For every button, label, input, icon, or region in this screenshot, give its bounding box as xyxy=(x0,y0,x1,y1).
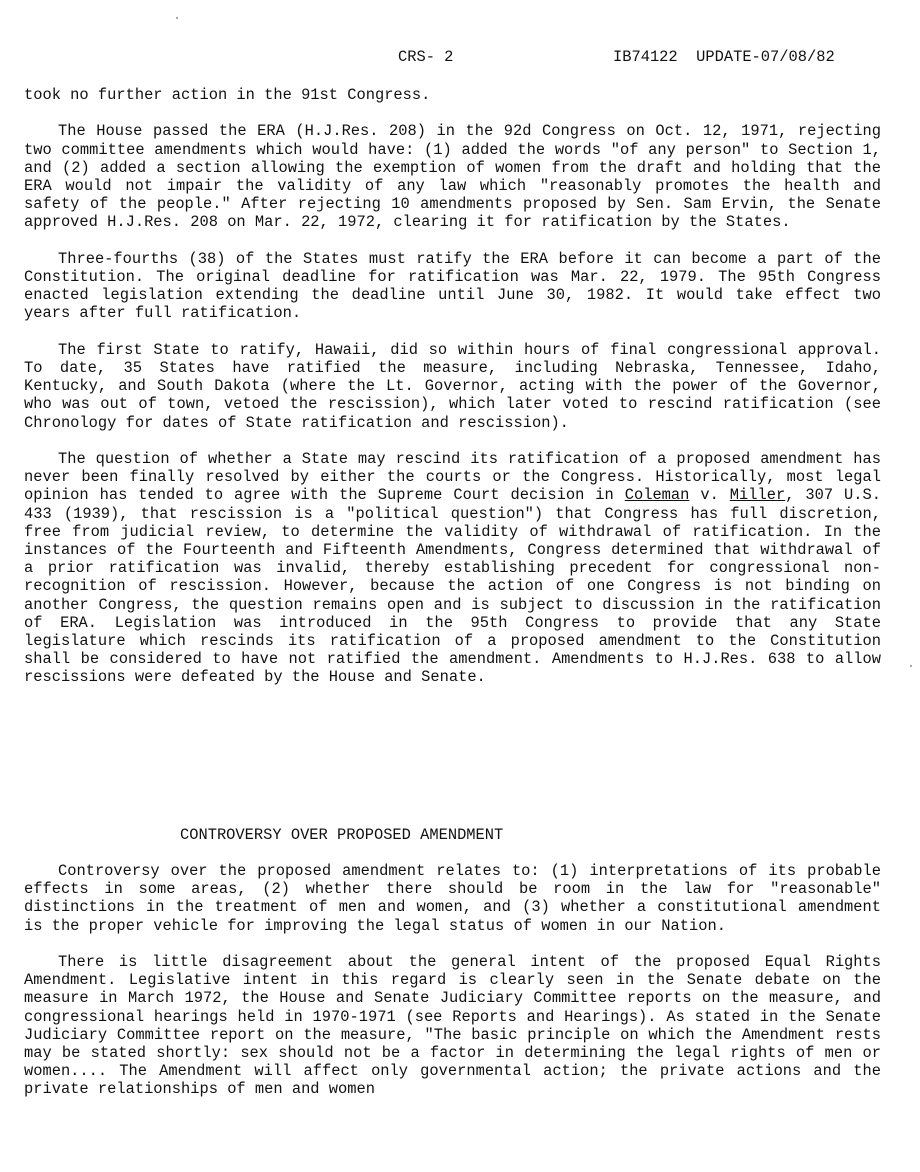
paragraph-rescission xyxy=(24,450,881,687)
paragraph-continuation: took no further action in the 91st Congress. xyxy=(24,86,431,104)
paragraph-general-intent: There is little disagreement about the general intent of the proposed Equal Rights Amendment. Legislative intent in this regard is clearly seen in the Senate debate on the measure in March 1972, the House and Senate Judiciary Committee reports on the measure, and congressional hearings held in 1970-1971 (see Reports and Hearings). As stated in the Senate Judiciary Committee report on the measure, "The basic principle on which the Amendment rests may be stated shortly: sex should not be a factor in determining the legal rights of men or women.... The Amendment will affect only governmental action; the private actions and the private relationships of men and women xyxy=(24,953,881,1099)
case-name-miller: Miller xyxy=(729,486,786,505)
paragraph-controversy: Controversy over the proposed amendment relates to: (1) interpretations of its probable effects in some areas, (2) whether there should be room in the law for "reasonable" distinctions in the treatment of men and women, and (3) whether a constitutional amendment is the proper vehicle for improving the legal status of women in our Nation. xyxy=(24,862,881,935)
scan-speck xyxy=(910,665,912,667)
page-label: CRS- 2 xyxy=(398,48,454,66)
paragraph-first-state: The first State to ratify, Hawaii, did so within hours of final congressional approval. To date, 35 States have ratified the measure, including Nebraska, Tennessee, Idaho, Kentucky, and South Dakota (where the Lt. Governor, acting with the power of the Governor, who was out of town, vetoed the rescission), which later voted to rescind ratification (see Chronology for dates of State ratification and rescission). xyxy=(24,340,881,432)
section-heading: CONTROVERSY OVER PROPOSED AMENDMENT xyxy=(180,826,504,844)
page-header xyxy=(0,48,920,68)
update-date: UPDATE-07/08/82 xyxy=(696,48,835,66)
body-text-top xyxy=(24,86,881,705)
rescission-text-b: , 307 U.S. 433 (1939), that rescission is a "political question") that Congress has full discretion, free from judicial review, to determine the validity of withdrawal of ratification. In the instances of the Fourteenth and Fifteenth Amendments, Congress determined that withdrawal of a prior ratification was invalid, thereby establishing precedent for congressional non-recognition of rescission. However, because the action of one Congress is not binding on another Congress, the question remains open and is subject to discussion in the ratification of ERA. Legislation was introduced in the 95th Congress to provide that any State legislature which rescinds its ratification of a proposed amendment to the Constitution shall be considered to have not ratified the amendment. Amendments to H.J.Res. 638 to allow rescissions were defeated by the House and Senate. xyxy=(24,486,881,687)
doc-id: IB74122 xyxy=(613,48,678,66)
paragraph-ratification-deadline: Three-fourths (38) of the States must ratify the ERA before it can become a part of the Constitution. The original deadline for ratification was Mar. 22, 1979. The 95th Congress enacted legislation extending the deadline until June 30, 1982. It would take effect two years after full ratification. xyxy=(24,249,881,323)
case-name-coleman: Coleman xyxy=(624,486,690,505)
body-text-bottom xyxy=(24,862,881,1117)
case-versus: v. xyxy=(689,486,730,505)
document-id xyxy=(613,48,835,66)
paragraph-house-passed: The House passed the ERA (H.J.Res. 208) in the 92d Congress on Oct. 12, 1971, rejecting two committee amendments which would have: (1) added the words "of any person" to Section 1, and (2) added a section allowing the exemption of women from the draft and holding that the ERA would not impair the validity of any law which "reasonably promotes the health and safety of the people." After rejecting 10 amendments proposed by Sen. Sam Ervin, the Senate approved H.J.Res. 208 on Mar. 22, 1972, clearing it for ratification by the States. xyxy=(24,122,881,232)
scan-speck xyxy=(176,17,178,19)
rescission-text-a: The question of whether a State may rescind its ratification of a proposed amendment has never been finally resolved by either the courts or the Congress. Historically, most legal opinion has tended to agree with the Supreme Court decision in xyxy=(24,450,881,505)
